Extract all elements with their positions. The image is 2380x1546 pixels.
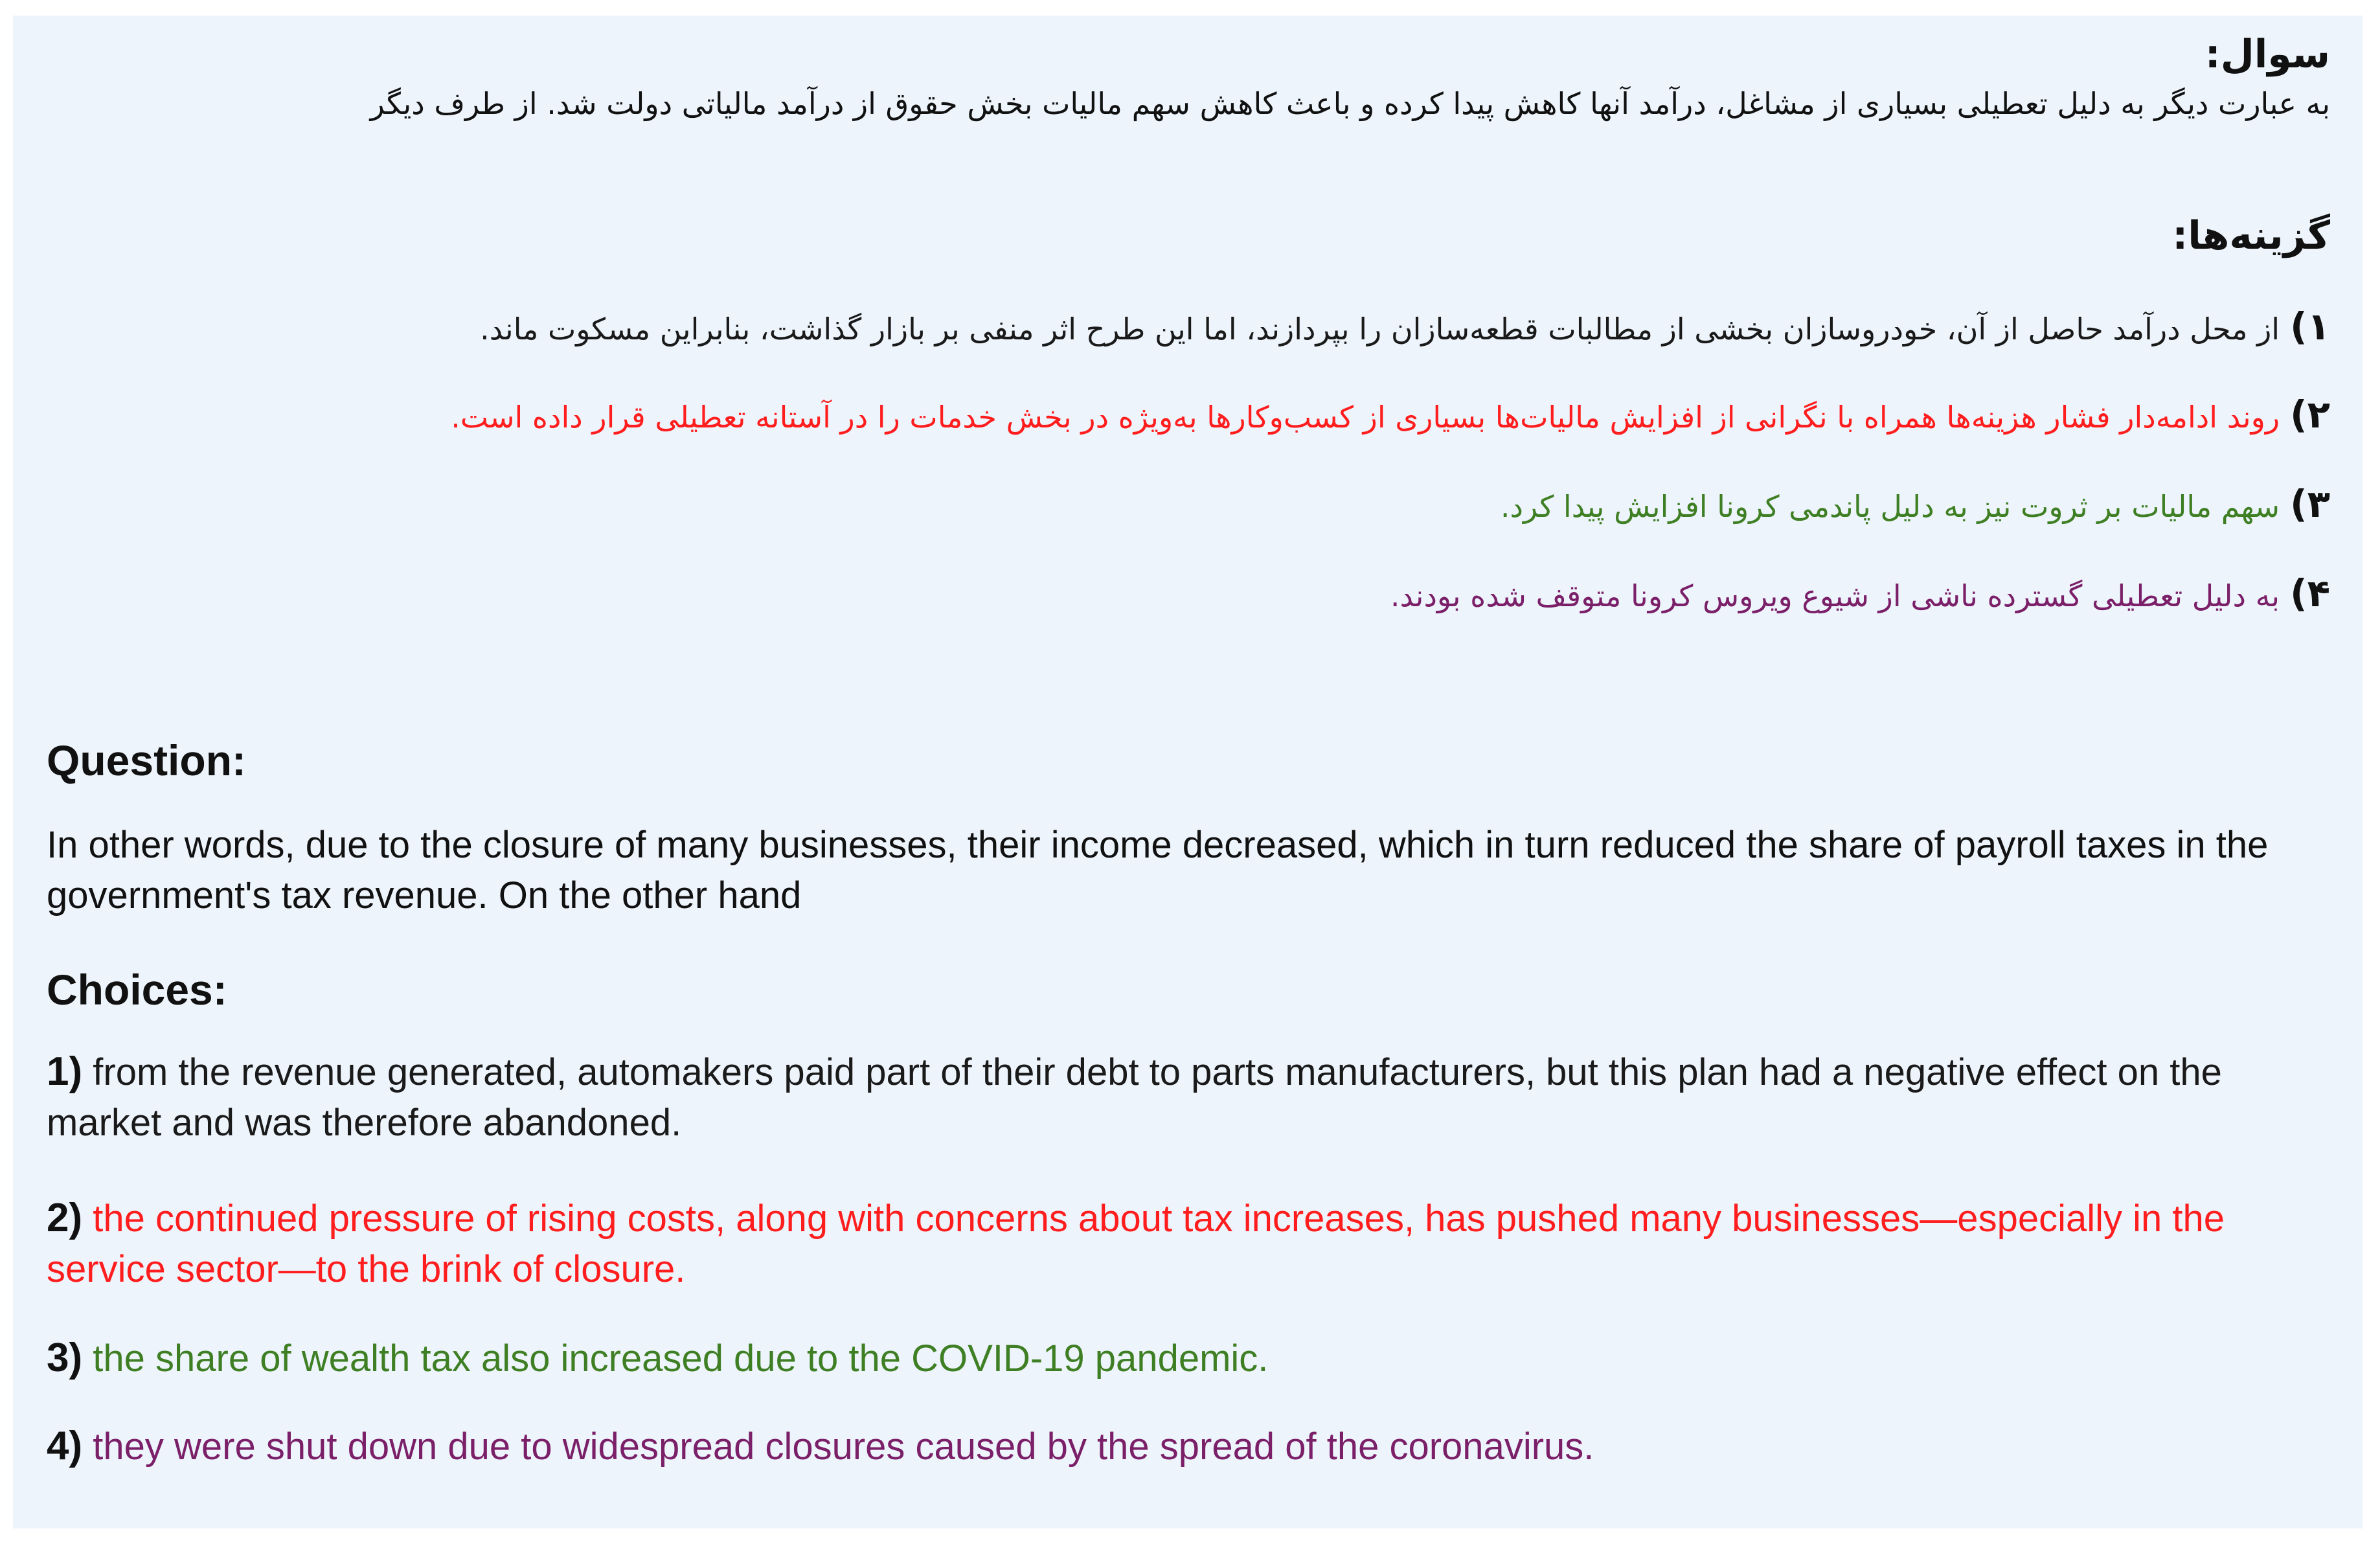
english-choices-heading: Choices: [47, 966, 227, 1014]
english-choice-4-number: 4) [47, 1424, 83, 1468]
persian-choice-3-text: سهم مالیات بر ثروت نیز به دلیل پاندمی کرونا افزایش پیدا کرد. [1500, 489, 2280, 524]
english-choice-3 [47, 1333, 2346, 1384]
english-choice-4 [47, 1421, 2346, 1472]
english-question-heading: Question: [47, 736, 246, 784]
english-choice-4-text: they were shut down due to widespread closures caused by the spread of the coronavirus. [93, 1426, 1594, 1468]
english-choice-1-number: 1) [47, 1049, 83, 1094]
english-choice-3-text: the share of wealth tax also increased due to the COVID-19 pandemic. [93, 1337, 1269, 1380]
persian-choices-heading: گزینه‌ها: [2172, 213, 2330, 258]
english-choice-3-number: 3) [47, 1336, 83, 1380]
persian-choice-4-number: ۴) [2290, 571, 2330, 615]
persian-choice-4-text: به دلیل تعطیلی گسترده ناشی از شیوع ویروس کرونا متوقف شده بودند. [1390, 578, 2280, 613]
persian-choice-1-text: از محل درآمد حاصل از آن، خودروسازان بخشی از مطالبات قطعه‌سازان را بپردازند، اما این طرح اثر منفی بر بازار گذاشت، بنابراین مسکوت ماند. [480, 312, 2280, 347]
english-question-text: In other words, due to the closure of many businesses, their income decreased, which in turn reduced the share of payroll taxes in the government's tax revenue. On the other hand [47, 824, 2269, 916]
persian-choice-2 [451, 389, 2330, 443]
persian-choice-3-number: ۳) [2290, 482, 2330, 526]
persian-choice-1-number: ۱) [2290, 304, 2330, 348]
persian-question-text: به عبارت دیگر به دلیل تعطیلی بسیاری از مشاغل، درآمد آنها کاهش پیدا کرده و باعث کاهش سهم مالیات بخش حقوق از درآمد مالیاتی دولت شد. از طرف دیگر [370, 86, 2330, 121]
persian-choice-2-number: ۲) [2290, 392, 2330, 437]
persian-choice-2-text: روند ادامه‌دار فشار هزینه‌ها همراه با نگرانی از افزایش مالیات‌ها بسیاری از کسب‌وکارها به‌ویژه در بخش خدمات را در آستانه تعطیلی قرار داده است. [451, 400, 2280, 435]
persian-choice-3 [1501, 478, 2330, 532]
persian-choice-4 [1390, 567, 2330, 622]
content-panel [13, 16, 2363, 1529]
english-choice-1-text: from the revenue generated, automakers paid part of their debt to parts manufacturers, but this plan had a negative effect on the market and was therefore abandoned. [47, 1051, 2222, 1144]
english-choice-2 [47, 1193, 2346, 1295]
english-choice-2-number: 2) [47, 1196, 83, 1240]
english-choice-1 [47, 1047, 2346, 1148]
english-choice-2-text: the continued pressure of rising costs, along with concerns about tax increases, has pushed many businesses—especially in the service sector—to the brink of closure. [47, 1198, 2225, 1290]
persian-choice-1 [480, 301, 2330, 355]
persian-question-heading: سوال: [2204, 32, 2330, 77]
